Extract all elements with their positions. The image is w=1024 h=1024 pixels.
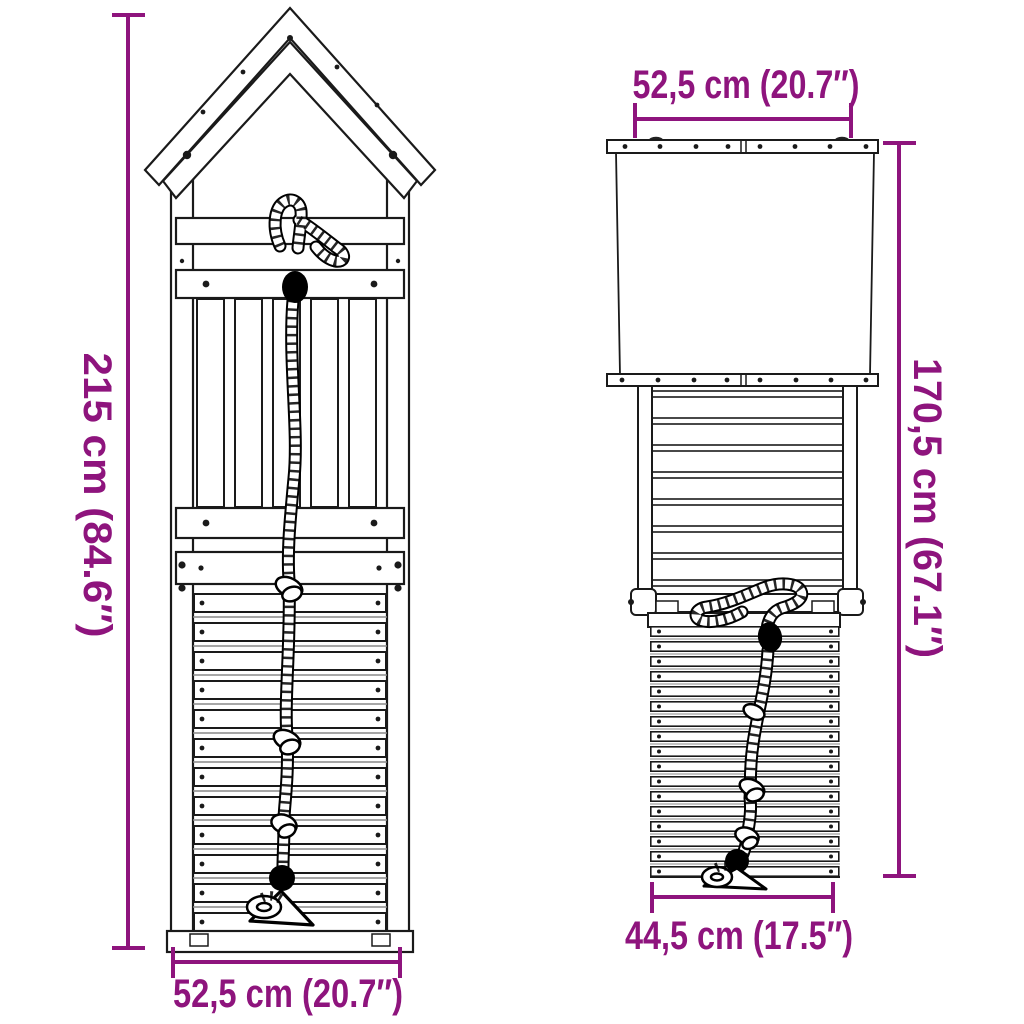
dimension-side-height [883,143,949,876]
dimension-roof-width [633,63,860,138]
dim-label-side-height: 170,5 cm (67.1″) [905,358,949,662]
side-roof-panel [607,137,878,386]
front-view-drawing [145,8,435,952]
side-ladder [638,386,857,594]
dimension-front-height [75,15,145,948]
dim-label-front-width: 52,5 cm (20.7″) [173,972,403,1016]
rope-ball-front [269,865,295,891]
dimension-base-depth [625,882,853,958]
front-base-board [167,931,413,952]
rope-clamp-front [282,271,308,303]
front-roof [145,8,435,198]
dim-label-base-depth: 44,5 cm (17.5″) [625,914,853,958]
dimension-front-width [173,947,403,1016]
side-view-drawing [607,137,878,889]
dim-label-roof-width: 52,5 cm (20.7″) [632,63,860,107]
dim-label-front-height: 215 cm (84.6″) [75,352,119,623]
